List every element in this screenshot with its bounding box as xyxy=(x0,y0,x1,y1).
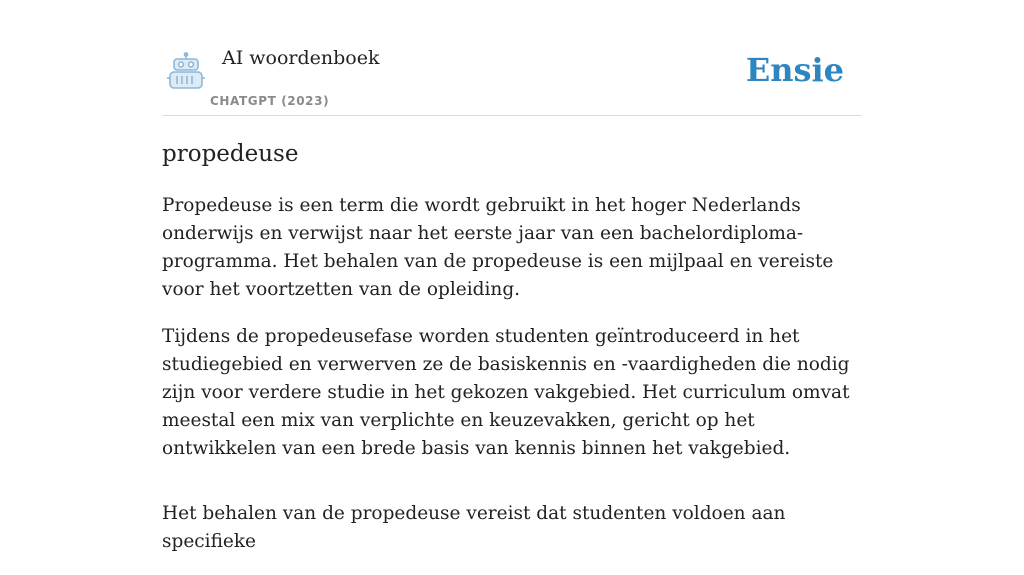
ensie-logo[interactable]: Ensie xyxy=(745,51,844,89)
robot-icon xyxy=(166,52,206,90)
source-header xyxy=(162,40,862,116)
entry-term: propedeuse xyxy=(162,141,299,167)
definition-paragraph-3: Het behalen van de propedeuse vereist dat studenten voldoen aan specifieke xyxy=(162,503,786,552)
source-title[interactable]: AI woordenboek xyxy=(222,47,380,69)
definition-paragraph-2: Tijdens de propedeusefase worden studenten geïntroduceerd in het studiegebied en verwerven ze de basiskennis en -vaardigheden die nodig zijn voor verdere studie in het gekozen vakgebied. Het curriculum omvat meestal een mix van verplichte en keuzevakken, gericht op het ontwikkelen van een brede basis van kennis binnen het vakgebied. xyxy=(162,326,850,459)
definition-paragraph-1: Propedeuse is een term die wordt gebruikt in het hoger Nederlands onderwijs en verwijst naar het eerste jaar van een bachelordiploma-programma. Het behalen van de propedeuse is een mijlpaal en vereiste voor het voortzetten van de opleiding. xyxy=(162,195,834,300)
entry-definition xyxy=(162,192,862,575)
source-subtitle: CHATGPT (2023) xyxy=(210,94,330,108)
